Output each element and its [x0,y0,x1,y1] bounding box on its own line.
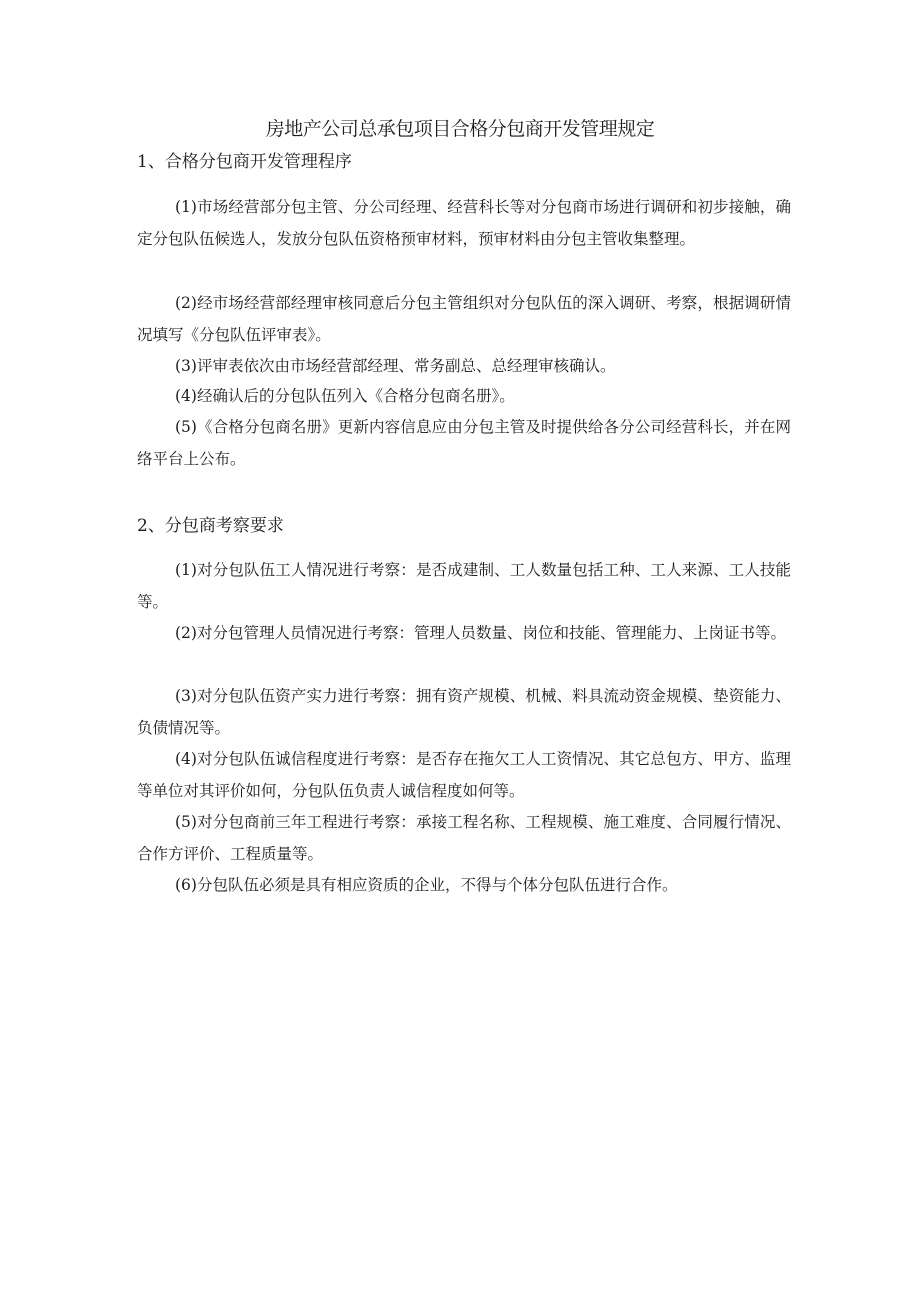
section-heading-1: 1、合格分包商开发管理程序 [137,152,352,172]
section-heading-2: 2、分包商考察要求 [137,516,284,536]
section-2-paragraph-3: (3)对分包队伍资产实力进行考察：拥有资产规模、机械、料具流动资金规模、垫资能力、负债情况等。 [137,687,791,737]
section-2-paragraph-4: (4)对分包队伍诚信程度进行考察：是否存在拖欠工人工资情况、其它总包方、甲方、监理等单位对其评价如何，分包队伍负责人诚信程度如何等。 [137,750,791,800]
section-1-paragraph-4: (4)经确认后的分包队伍列入《合格分包商名册》。 [175,387,515,405]
section-2-paragraph-6: (6)分包队伍必须是具有相应资质的企业，不得与个体分包队伍进行合作。 [175,876,678,894]
section-1-paragraph-5: (5)《合格分包商名册》更新内容信息应由分包主管及时提供给各分公司经营科长，并在网络平台上公布。 [137,418,791,468]
section-2-paragraph-5: (5)对分包商前三年工程进行考察：承接工程名称、工程规模、施工难度、合同履行情况、合作方评价、工程质量等。 [137,813,791,863]
section-1-paragraph-2: (2)经市场经营部经理审核同意后分包主管组织对分包队伍的深入调研、考察，根据调研情况填写《分包队伍评审表》。 [137,294,791,344]
document-title: 房地产公司总承包项目合格分包商开发管理规定 [265,118,655,140]
section-1-paragraph-1: (1)市场经营部分包主管、分公司经理、经营科长等对分包商市场进行调研和初步接触，确定分包队伍候选人，发放分包队伍资格预审材料，预审材料由分包主管收集整理。 [137,198,791,248]
section-2-paragraph-2: (2)对分包管理人员情况进行考察：管理人员数量、岗位和技能、管理能力、上岗证书等。 [175,624,786,642]
section-1-paragraph-3: (3)评审表依次由市场经营部经理、常务副总、总经理审核确认。 [175,357,616,375]
section-2-paragraph-1: (1)对分包队伍工人情况进行考察：是否成建制、工人数量包括工种、工人来源、工人技能等。 [137,561,791,611]
